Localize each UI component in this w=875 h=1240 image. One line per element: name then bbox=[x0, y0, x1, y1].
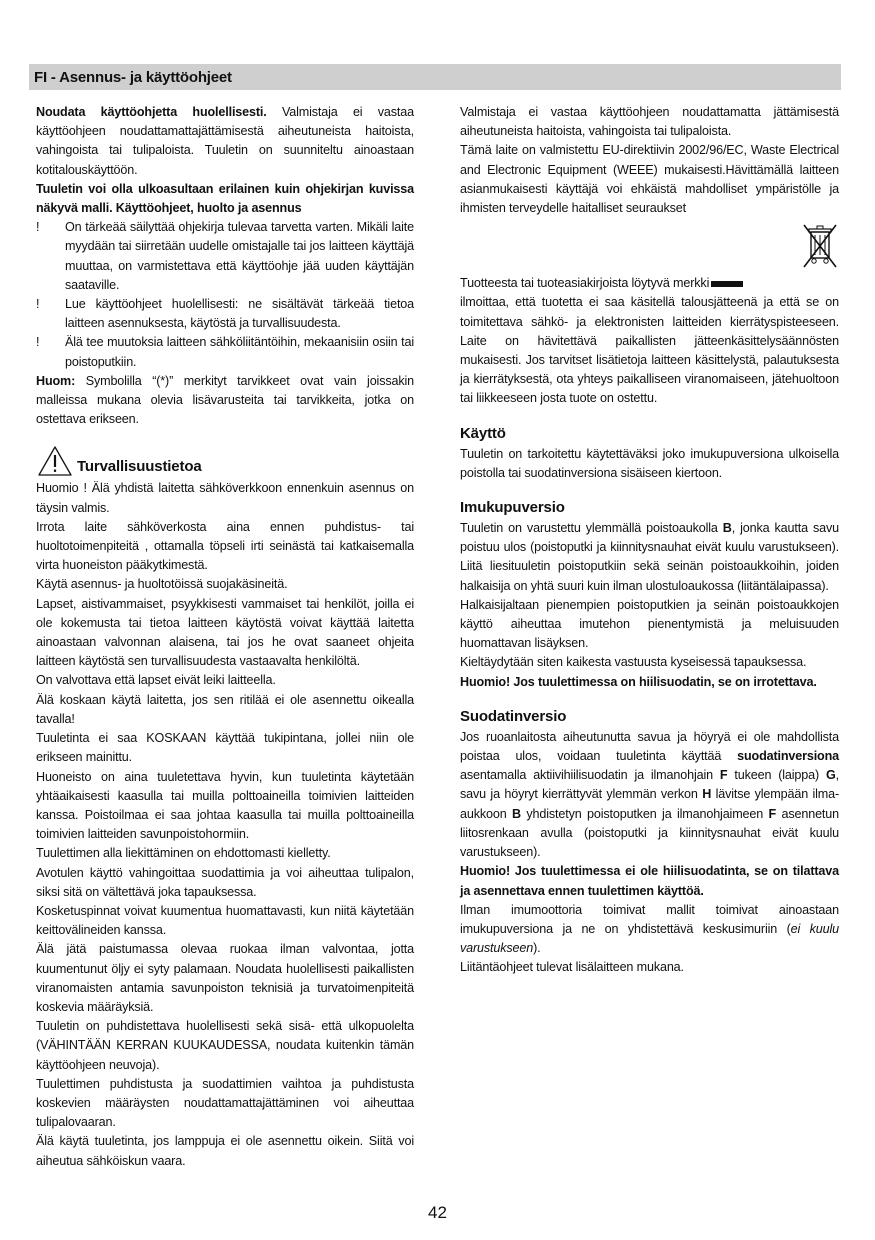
safety-paragraph: Käytä asennus- ja huoltotöissä suojakäsineitä. bbox=[36, 577, 288, 592]
suodatinversio-note: Huomio! Jos tuulettimessa ei ole hiilisuodatinta, se on tilattava ja asennettava ennen tuulettimen käyttöä. bbox=[460, 864, 839, 898]
liability-paragraph: Valmistaja ei vastaa käyttöohjeen noudattamatta jättämisestä aiheutuneista haitoista, vahingoista tai tulipaloista. bbox=[460, 105, 839, 139]
bullet-text: Lue käyttöohjeet huolellisesti: ne sisältävät tärkeää tietoa laitteen asennuksesta, käytöstä ja turvallisuudesta. bbox=[65, 297, 414, 331]
safety-paragraph: Älä käytä tuuletinta, jos lamppuja ei ole asennettu oikein. Siitä voi aiheutua sähköiskun vaara. bbox=[36, 1134, 414, 1168]
bullet-item bbox=[36, 333, 414, 371]
weee-bar-mark bbox=[711, 281, 743, 287]
intro-lead: Noudata käyttöohjetta huolellisesti. bbox=[36, 105, 267, 119]
exclamation-mark: ! bbox=[36, 220, 40, 235]
page-header-title: FI - Asennus- ja käyttöohjeet bbox=[34, 69, 232, 86]
note-label: Huom: bbox=[36, 373, 76, 388]
imukupuversio-heading: Imukupuversio bbox=[460, 499, 565, 517]
exclamation-mark: ! bbox=[36, 335, 40, 350]
safety-paragraph: Tuuletinta ei saa KOSKAAN käyttää tukipintana, jollei niin ole erikseen mainittu. bbox=[36, 731, 414, 765]
imukupuversio-paragraph-2: Halkaisijaltaan pienempien poistoputkien ja seinän poistoaukkojen käyttö aiheuttaa imutehon pienentymistä ja meluisuuden huomattavan lisäyksen. bbox=[460, 597, 839, 651]
safety-paragraph: On valvottava että lapset eivät leiki laitteella. bbox=[36, 673, 276, 688]
weee-paragraph: Tämä laite on valmistettu EU-direktiivin 2002/96/EC, Waste Electrical and Electronic Equipment (WEEE) mukaisesti.Hävittämällä laitteen asianmukaisesti käyttäjä voi ehkäistä mahdolliset ympäristölle ja ihmisten terveydelle haitalliset seuraukset bbox=[460, 143, 839, 216]
right-column bbox=[460, 103, 839, 978]
suodatinversio-paragraph-3: Ilman imumoottoria toimivat mallit toimivat ainoastaan imukupuversiona ja ne on yhdistettävä keskusimuriin (ei kuulu varustukseen). bbox=[460, 902, 839, 956]
warning-triangle-icon bbox=[37, 445, 73, 477]
safety-paragraph: Tuulettimen puhdistusta ja suodattimien vaihtoa ja puhdistusta koskevien määräysten noudattamattajättäminen voi aiheuttaa tulipalovaaran. bbox=[36, 1076, 414, 1130]
safety-paragraph: Huoneisto on aina tuuletettava hyvin, kun tuuletinta käytetään yhtäaikaisesti kaasulla tai muilla polttoaineilla toimivien laitteiden kanssa. Poistoilmaa ei saa johtaa kaasulla tai muilla polttoaineilla toimivien laitteiden savunpoistohormiin. bbox=[36, 769, 414, 842]
imukupuversio-note: Huomio! Jos tuulettimessa on hiilisuodatin, se on irrotettava. bbox=[460, 674, 817, 689]
kaytto-heading: Käyttö bbox=[460, 424, 506, 442]
safety-title: Turvallisuustietoa bbox=[77, 458, 202, 476]
note-paragraph: Huom: Symbolilla “(*)” merkityt tarvikkeet ovat vain joissakin malleissa mukana olevia lisävarusteita tai tarvikkeita, jotka on ostettava erikseen. bbox=[36, 373, 414, 427]
bullet-item bbox=[36, 218, 414, 295]
safety-paragraph: Älä jätä paistumassa olevaa ruokaa ilman valvontaa, jotta kuumentunut öljy ei syty palamaan. Noudata huolellisesti paikallisten viranomaisten antamia savunpoiston teknisiä ja turvatoimenpiteitä koskevia määräyksiä. bbox=[36, 942, 414, 1014]
left-column bbox=[36, 103, 414, 1171]
safety-paragraph: Kosketuspinnat voivat kuumentua huomattavasti, kun niitä käytetään keittovälineiden kanssa. bbox=[36, 903, 414, 938]
intro-bold-paragraph: Tuuletin voi olla ulkoasultaan erilainen kuin ohjekirjan kuvissa näkyvä malli. Käyttöohjeet, huolto ja asennus bbox=[36, 181, 414, 216]
crossed-bin-icon bbox=[801, 222, 839, 272]
bullet-text: On tärkeää säilyttää ohjekirja tulevaa tarvetta varten. Mikäli laite myydään tai siirretään uudelle omistajalle tai jos laitteen käyttäjä muuttaa, on varmistettava että käyttöohje jää uuden käyttäjän saataville. bbox=[65, 220, 414, 292]
intro-text: Valmistaja ei vastaa käyttöohjeen noudattamattajättämisestä aiheutuneista haitoista, vahingoista tai tulipaloista. Tuuletin on suunniteltu ainoastaan kotitalouskäyttöön. bbox=[36, 105, 414, 177]
suodatinversio-paragraph-4: Liitäntäohjeet tulevat lisälaitteen mukana. bbox=[460, 960, 684, 975]
safety-paragraph: Avotulen käyttö vahingoittaa suodattimia ja voi aiheuttaa tulipalon, siksi sitä on vältettävä joka tapauksessa. bbox=[36, 865, 414, 899]
bullet-item bbox=[36, 295, 414, 333]
safety-paragraphs bbox=[36, 479, 414, 1170]
page-number: 42 bbox=[428, 1203, 447, 1222]
safety-paragraph: Älä koskaan käytä laitetta, jos sen ritilää ei ole asennettu oikealla tavalla! bbox=[36, 692, 414, 726]
bullet-text: Älä tee muutoksia laitteen sähköliitäntöihin, mekaanisiin osiin tai poistoputkiin. bbox=[65, 335, 414, 369]
imukupuversio-paragraph-3: Kieltäydytään siten kaikesta vastuusta kyseisessä tapauksessa. bbox=[460, 655, 807, 670]
safety-heading bbox=[36, 445, 414, 477]
safety-paragraph: Lapset, aistivammaiset, psyykkisesti vammaiset tai henkilöt, joilla ei ole kokemusta tai tietoa laitteen käytöstä voivat käyttää laitetta ainoastaan valvonnan alaisena, tai jos he ovat saaneet ohjeita laitteen käytöstä sen turvallisuudesta vastaavalta henkilöltä. bbox=[36, 596, 414, 669]
suodatinversio-paragraph: Jos ruoanlaitosta aiheutunutta savua ja höyryä ei ole mahdollista poistaa ulos, voidaan tuuletinta käyttää suodatinversiona asentamalla aktiivihiilisuodatin ja ilmanohjain F tukeen (laippa) G, savu ja höyryt kierrättyvät ylemmän verkon H lävitse ylempään ilma-aukkoon B yhdistetyn poistoputken ja ilmanohjaimeen F asennetun liitosrenkaan avulla (poistoputki ja kiinnitysnauhat eivät kuulu varustukseen). bbox=[460, 729, 840, 860]
safety-paragraph: Huomio ! Älä yhdistä laitetta sähköverkkoon ennenkuin asennus on täysin valmis. bbox=[36, 481, 414, 515]
kaytto-paragraph: Tuuletin on tarkoitettu käytettäväksi joko imukupuversiona ulkoisella poistolla tai suodatinversiona sisäiseen kiertoon. bbox=[460, 446, 839, 480]
imukupuversio-paragraph: Tuuletin on varustettu ylemmällä poistoaukolla B, jonka kautta savu poistuu ulos (poistoputki ja kiinnitysnauhat eivät kuulu varustukseen). Liitä liesituuletin poistoputkiin sekä seinän poistoaukkoihin, joiden halkaisija on yhtä suuri kuin ilman ulostuloaukossa (liitäntälaipassa). bbox=[460, 521, 839, 593]
safety-paragraph: Tuulettimen alla liekittäminen on ehdottomasti kielletty. bbox=[36, 846, 331, 861]
suodatinversio-heading: Suodatinversio bbox=[460, 707, 567, 725]
safety-paragraph: Irrota laite sähköverkosta aina ennen puhdistus- tai huoltotoimenpiteitä , ottamalla töpseli irti seinästä tai katkaisemalla virta huoneiston pääkytkimestä. bbox=[36, 519, 414, 573]
weee-symbol-area bbox=[460, 218, 839, 274]
intro-paragraph bbox=[36, 103, 414, 180]
page-header bbox=[29, 64, 841, 90]
safety-paragraph: Tuuletin on puhdistettava huolellisesti sekä sisä- että ulkopuolelta (VÄHINTÄÄN KERRAN KUUKAUDESSA, noudata kuitenkin tämän käyttöohjeen neuvoja). bbox=[36, 1019, 414, 1072]
exclamation-mark: ! bbox=[36, 297, 40, 312]
weee-symbol-paragraph: Tuotteesta tai tuoteasiakirjoista löytyvä merkki ilmoittaa, että tuotetta ei saa käsitellä talousjätteenä ja että se on toimitettava sähkö- ja elektronisten laitteiden kierrätyspisteeseen. Laite on hävitettävä paikallisten jätteenkäsittelysäännösten mukaisesti. Jos tarvitset lisätietoja laitteen käsittelystä, palautuksesta ja kierrätyksestä, ota yhteys paikalliseen viranomaiseen, jätehuoltoon tai liikkeeseen josta tuote on ostettu. bbox=[460, 276, 839, 406]
